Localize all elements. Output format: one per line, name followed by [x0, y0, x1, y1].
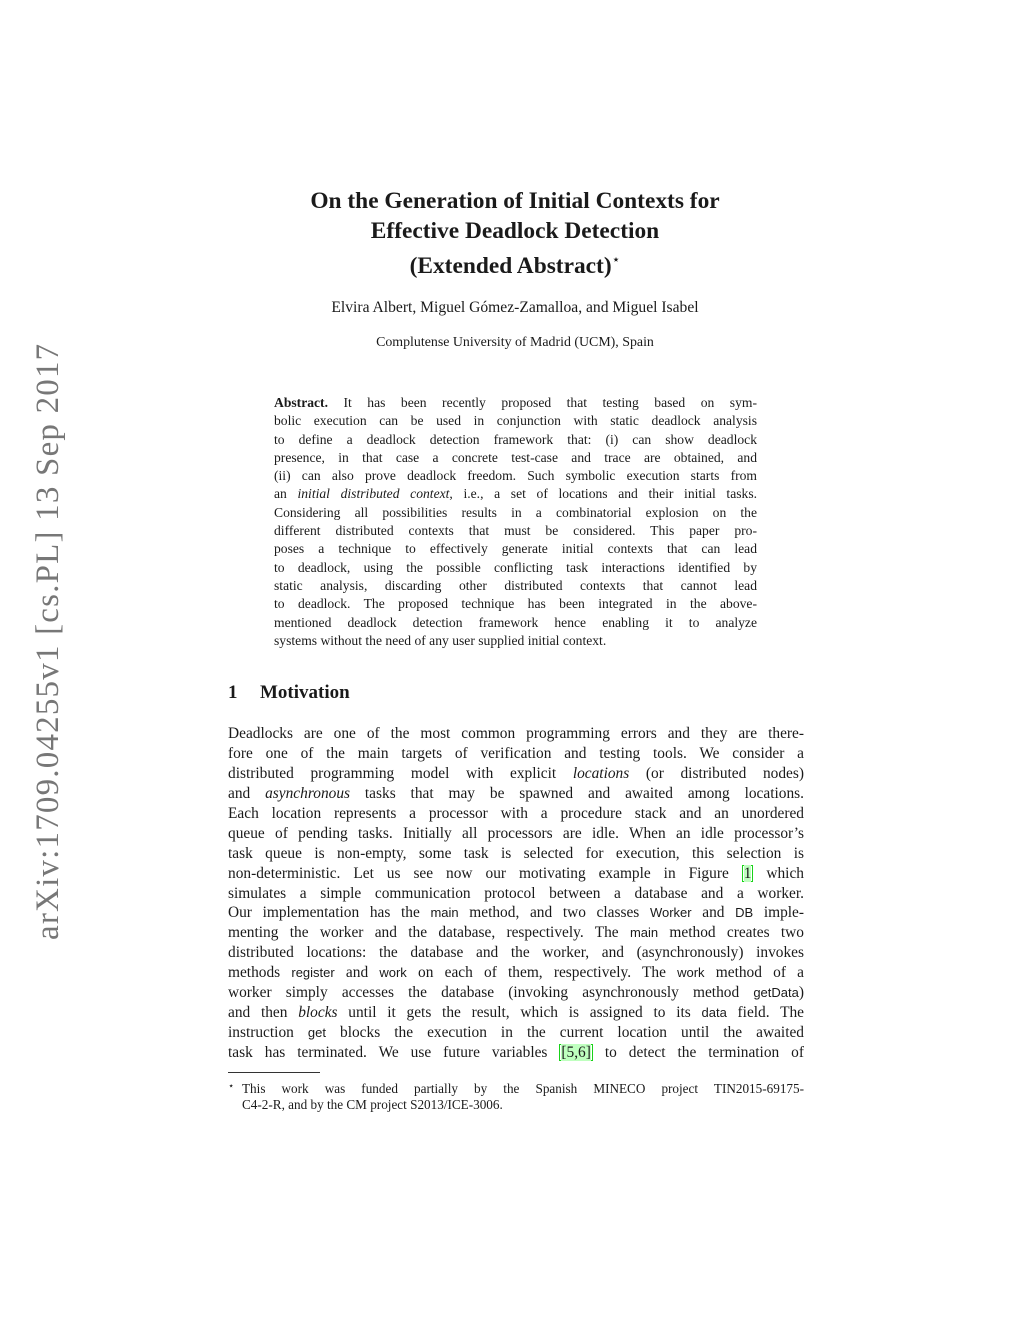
- paper-title: [228, 186, 802, 281]
- section-title: Motivation: [260, 682, 350, 703]
- citation-5-6-link[interactable]: [5,6]: [561, 1044, 591, 1061]
- footnote-marker: ⋆: [228, 1081, 235, 1092]
- emphasis-initial-context: initial distributed context: [297, 486, 450, 502]
- abstract-label: Abstract.: [274, 395, 328, 410]
- section-number: 1: [228, 682, 238, 703]
- arxiv-identifier-stamp: arXiv:1709.04255v1 [cs.PL] 13 Sep 2017: [30, 342, 66, 940]
- footnote-divider: [228, 1072, 320, 1073]
- title-line-3: (Extended Abstract)⋆: [409, 253, 621, 279]
- title-line-1: On the Generation of Initial Contexts for: [310, 188, 720, 214]
- title-line-2: Effective Deadlock Detection: [370, 218, 660, 244]
- abstract-block: Abstract. It has been recently proposed that testing based on sym- bolic execution can be used in conjunction with static deadlock analysis to define a deadlock detection framework that: (i) can show deadlock presence, in that case a concrete test-case and trace are obtained, and (ii) can also prove deadlock freedom. Such symbolic execution starts from an initial distributed context, i.e., a set of locations and their initial tasks. Considering all possibilities results in a combinatorial explosion on the different distributed contexts that must be considered. This paper pro- poses a technique to effectively generate initial contexts that can lead to deadlock, using the possible conflicting task interactions identified by static analysis, discarding other distributed contexts that cannot lead to deadlock. The proposed technique has been integrated in the above- mentioned deadlock detection framework hence enabling it to analyze systems without the need of any user supplied initial context.: [274, 395, 758, 648]
- title-footnote-marker[interactable]: ⋆: [611, 253, 621, 268]
- section-heading-motivation: [228, 682, 350, 704]
- author-list: Elvira Albert, Miguel Gómez-Zamalloa, and Miguel Isabel: [331, 299, 699, 316]
- affiliation: Complutense University of Madrid (UCM), Spain: [376, 335, 654, 350]
- figure-1-link[interactable]: 1: [743, 864, 752, 882]
- body-paragraph: Deadlocks are one of the most common programming errors and they are there- fore one of the main targets of verification and testing tools. We consider a distributed programming model with explicit locations (or distributed nodes) and asynchronous tasks that may be spawned and awaited among locations. Each location represents a processor with a procedure stack and an unordered queue of pending tasks. Initially all processors are idle. When an idle processor’s task queue is non-empty, some task is selected for execution, this selection is non-deterministic. Let us see now our motivating example in Figure 1 which simulates a simple communication protocol between a database and a worker. Our implementation has the main method, and two classes Worker and DB imple- menting the worker and the database, respectively. The main method creates two distributed locations: the database and the worker, and (asynchronously) invokes methods register and work on each of them, respectively. The work method of a worker simply accesses the database (invoking asynchronously method getData) and then blocks until it gets the result, which is assigned to its data field. The instruction get blocks the execution in the current location until the awaited task has terminated. We use future variables [5,6] to detect the termination of: [228, 725, 805, 1061]
- footnote: ⋆ This work was funded partially by the Spanish MINECO project TIN2015-69175- C4-2-R, and by the CM project S2013/ICE-3006.: [228, 1078, 804, 1113]
